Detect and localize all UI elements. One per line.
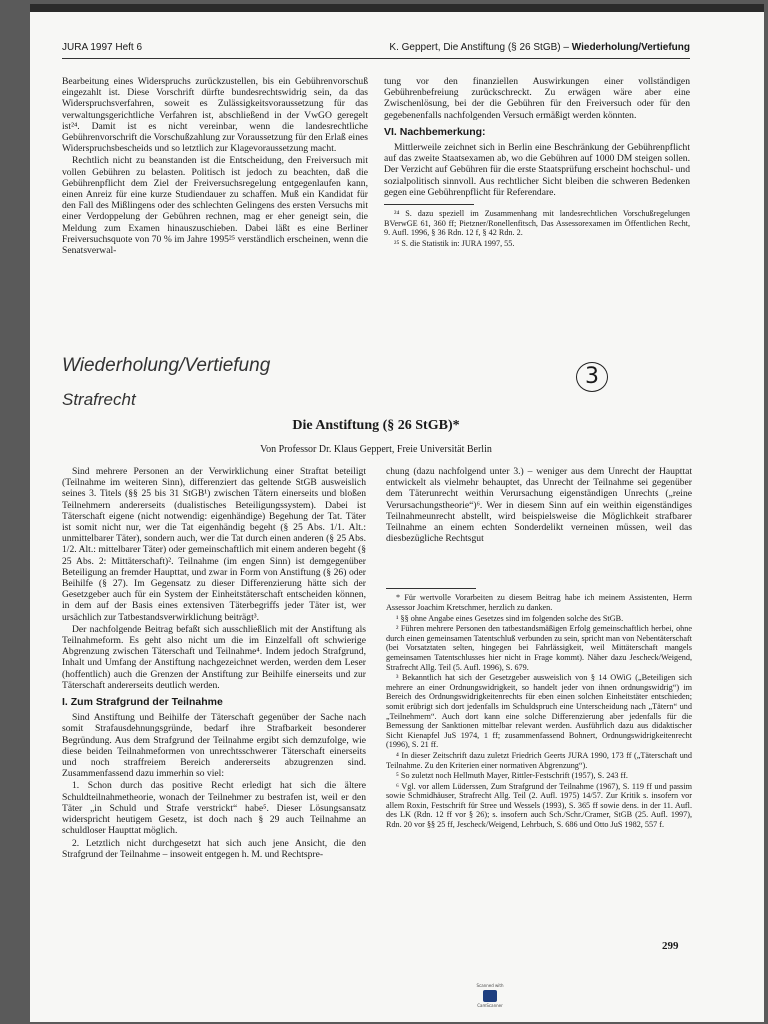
handwritten-circled-number: 3 [576,362,608,392]
footnote: ⁶ Vgl. vor allem Lüderssen, Zum Strafgrund der Teilnahme (1967), S. 119 ff und passim sowie Schmidhäuser, Strafrecht Allg. Teil (2. Aufl. 1975) 14/57. Zur Kritik s. insofern vor allem Roxin, Festschrift für Stree und Wessels (1993), S. 365 ff sowie dens. in der 11. Aufl. des LK (Rdn. 12 ff vor § 26); s. insofern auch Sch./Schr./Cramer, StGB (25. Aufl. 1997), Rdn. 20 vor §§ 25 ff, Jescheck/Weigend, Lehrbuch, S. 686 und Otto JuS 1982, 557 f. [386,781,692,830]
paragraph: Rechtlich nicht zu beanstanden ist die Entscheidung, den Freiversuch mit vollen Gebühren zu belasten. Politisch ist jedoch zu beachten, daß die Gebührenpflicht dem Ziel der Freiversuchsregelung entgegenlaufen kann, einen Anreiz für eine kurze Studiendauer zu schaffen. Muß ein Kandidat für den Fall des Mißlingens oder des schlechten Gelingens des ersten Versuchs mit einer Verdoppelung der Gebühren rechnen, mag er eher geneigt sein, die Meldung zum Examen hinauszuschieben. Dabei läßt es eine Berliner Freiversuchsquote von 70 % im Jahre 1995²⁵ verständlich erscheinen, wenn die Senatsverwal- [62,155,368,257]
section-heading: VI. Nachbemerkung: [384,125,486,138]
scanner-caption: Scanned with [476,983,504,988]
paragraph: Der nachfolgende Beitrag befaßt sich ausschließlich mit der Anstiftung als Teilnahmeform. Es geht also nicht um die im Einzelfall oft schwierige Abgrenzung zwischen Täterschaft und Teilnahme⁴. Indem jedoch Strafgrund, Inhalt und Umfang der Anstiftung nachgezeichnet werden, werden dem Leser (hoffentlich) auch die Grenzen der Anstiftung zur Beihilfe einerseits und zur Täterschaft andererseits deutlich werden. [62,623,366,691]
rubric-subtitle: Strafrecht [62,390,136,409]
article-left-column [62,466,366,861]
section-heading: I. Zum Strafgrund der Teilnahme [62,696,223,709]
paragraph: 1. Schon durch das positive Recht erledigt hat sich die ältere Schuldteilnahmetheorie, wonach der Teilnehmer zu bestrafen ist, weil er den Täter „in Schuld und Strafe verstrickt“ habe⁵. Dieser Lösungsansatz widerspricht heutigem Gesetz, ist doch nach § 29 auch Teilnahme an schuldloser Haupttat möglich. [62,780,366,837]
prev-article-right-column [384,76,690,249]
paragraph: tung vor den finanziellen Auswirkungen einer vollständigen Gebührenbefreiung zurückschreckt. Zu erwägen wäre aber eine Zwischenlösung, bei der die Gebühren für den Freiversuch oder für den gegebenenfalls nachfolgenden Versuch ermäßigt werden könnten. [384,76,690,121]
paragraph: Sind Anstiftung und Beihilfe der Täterschaft gegenüber der Sache nach somit Strafausdehnungsgründe, bedarf ihre Strafbarkeit besonderer Begründung. Aus dem Strafgrund der Teilnahme ergibt sich demzufolge, wie diese beiden Teilnahmeformen von unrechtsschwerer Täterschaft einerseits und noch straffreiem Bereich andererseits abzugrenzen sind. Zusammenfassend dazu immerhin so viel: [62,712,366,780]
footnote-rule [384,204,474,205]
scan-top-edge [30,4,764,12]
paragraph: Bearbeitung eines Widerspruchs zurückzustellen, bis ein Gebührenvorschuß eingezahlt ist. Diese Vorschrift dürfte bundesrechtswidrig sein, da das Widerspruchsverfahren, soweit es Zulässigkeitsvoraussetzung für das verwaltungsgerichtliche Verfahren ist, abschließend in der VwGO geregelt ist²⁴. Damit ist es nicht vereinbar, wenn die landesrechtliche Gebührenvorschrift die Vorschußzahlung zur Voraussetzung für den Erlaß eines Widerspruchsbescheids und so letztlich zur Klagevoraussetzung macht. [62,76,368,155]
article-right-column [386,466,692,831]
page-number: 299 [662,940,679,952]
header-rule [62,58,690,59]
header-article-ref: K. Geppert, Die Anstiftung (§ 26 StGB) – Wiederholung/Vertiefung [389,42,690,53]
article-author: Von Professor Dr. Klaus Geppert, Freie Universität Berlin [260,444,492,455]
paragraph: Sind mehrere Personen an der Verwirklichung einer Straftat beteiligt (Teilnahme im weiteren Sinn), differenziert das geltende StGB ausweislich seines 3. Titels (§§ 25 bis 31 StGB¹) zwischen Tätern einerseits und bloßen Teilnehmern andererseits (dualistisches Beteiligungssystem). Dabei ist Täterschaft eigene (nicht notwendig: eigenhändige) Begehung der Tat. Täter ist somit nicht nur, wer die Tat eigenhändig begeht (§ 25 Abs. 1/1. Alt.: unmittelbarer Täter), sondern auch, wer die Tat durch einen anderen (§ 25 Abs. 1/2. Alt.: mittelbarer Täter) oder gemeinschaftlich mit einem anderen begeht (§ 25 Abs. 2: Mittäterschaft)². Teilnahme (im engen Sinn) ist demgegenüber Beteiligung an fremder Haupttat, und zwar in Form von Anstiftung (§ 26) oder Beihilfe (§ 27). Im Gegensatz zu dieser Differenzierung hätte sich der Gesetzgeber auch für ein System der Einheitstäterschaft entscheiden können, in dem auf der Basis eines extensiven Täterbegriffs jeder Täter ist, wer ursächlich zur Tatbestandsverwirklichung beiträgt³. [62,466,366,623]
journal-issue: JURA 1997 Heft 6 [62,42,143,53]
paragraph: 2. Letztlich nicht durchgesetzt hat sich auch jene Ansicht, die den Strafgrund der Teilnahme – insoweit entgegen h. M. und Rechtspre- [62,837,366,860]
scanner-brand: CamScanner [477,1003,503,1008]
paragraph: Mittlerweile zeichnet sich in Berlin eine Beschränkung der Gebührenpflicht auf das zweite Staatsexamen ab, wo die Gebühren auf 1000 DM steigen sollen. Der Verzicht auf Gebühren für die erste Staatsprüfung erscheint hochschul- und sozialpolitisch sinnvoll. Aus rechtlicher Sicht bleiben die schweren Bedenken gegen eine Gebührenpflicht für Referendare. [384,142,690,198]
camscanner-logo-icon [483,990,497,1002]
footnote: ³ Bekanntlich hat sich der Gesetzgeber ausweislich von § 14 OWiG („Beteiligen sich mehrere an einer Ordnungswidrigkeit, so handelt jeder von ihnen ordnungswidrig“) im Bereich des Ordnungswidrigkeitenrechts für eben einen solchen Einheitstäter entschieden; somit erübrigt sich dort jedenfalls im Schuldspruch eine Unterscheidung nach „Tätern“ und „Teilnehmern“. Auch dort kann eine solche Differenzierung aber jedenfalls für die Bemessung der Sanktionen mittelbar relevant werden. Ausführlich dazu aus didaktischer Sicht Kienapfel JuS 1974, 1 ff; zusammenfassend Bohnert, Ordnungswidrigkeitenrecht (1996), S. 21 ff. [386,673,692,750]
scanner-watermark [473,983,507,1013]
footnote: ¹ §§ ohne Angabe eines Gesetzes sind im folgenden solche des StGB. [396,613,624,623]
footnote: ⁴ In dieser Zeitschrift dazu zuletzt Friedrich Geerts JURA 1990, 173 ff („Täterschaft und Teilnahme. Zu den Kriterien einer normativen Abgrenzung“). [386,750,692,770]
footnote: * Für wertvolle Vorarbeiten zu diesem Beitrag habe ich meinem Assistenten, Herrn Assessor Joachim Kretschmer, herzlich zu danken. [386,593,692,613]
footnote: ²⁵ S. die Statistik in: JURA 1997, 55. [394,238,515,248]
footnote: ²⁴ S. dazu speziell im Zusammenhang mit landesrechtlichen Vorschußregelungen BVerwGE 61, 360 ff; Pietzner/Ronellenfitsch, Das Assessorexamen im Öffentlichen Recht, 9. Aufl. 1996, § 36 Rdn. 12 f, § 42 Rdn. 2. [384,209,690,238]
footnote: ² Führen mehrere Personen den tatbestandsmäßigen Erfolg gemeinschaftlich herbei, ohne durch einen gemeinsamen Tatentschluß verbunden zu sein, spricht man von Nebentäterschaft (bei Vorsatztaten selten, hingegen bei Fahrlässigkeit, weil Mittäterschaft mangels gemeinsamen Tatentschlusses hier nicht in Frage kommt). Näher dazu Jescheck/Weigend, Strafrecht Allg. Teil (5. Aufl. 1996), S. 679. [386,624,692,672]
footnote: ⁵ So zuletzt noch Hellmuth Mayer, Rittler-Festschrift (1957), S. 243 ff. [396,771,628,781]
article-title: Die Anstiftung (§ 26 StGB)* [292,418,460,433]
prev-article-left-column [62,76,368,257]
footnote-rule [386,588,476,589]
rubric-title: Wiederholung/Vertiefung [62,355,271,376]
paragraph: chung (dazu nachfolgend unter 3.) – weniger aus dem Unrecht der Haupttat entwickelt als vielmehr behauptet, das Unrecht der Teilnahme sei gegenüber dem Täterunrecht weithin Verursachung eigenständigen Unrechts („reine Verursachungstheorie“)⁶. Wer in diesem Sinn auf ein weithin eigenständiges Teilnahmeunrecht abstellt, wird beispielsweise die Möglichkeit strafbarer Teilnahme an einem echten Sonderdelikt verneinen müssen, weil das diesbezügliche Rechtsgut [386,466,692,545]
